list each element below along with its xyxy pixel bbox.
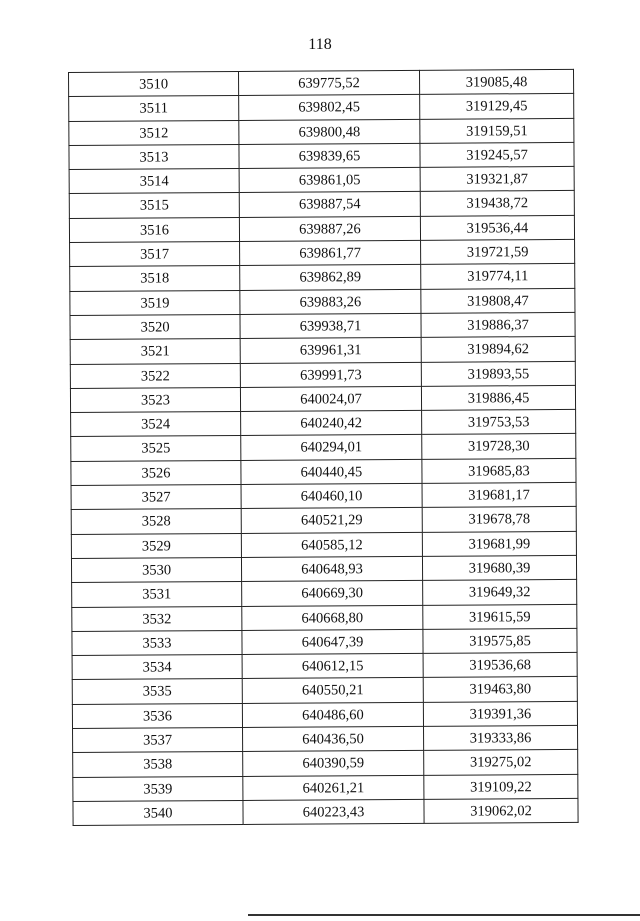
table-row xyxy=(70,312,575,339)
point-number-cell: 3518 xyxy=(70,266,240,291)
table-row xyxy=(73,798,578,825)
table-row xyxy=(70,385,575,412)
x-coordinate-cell: 639887,26 xyxy=(239,216,420,241)
y-coordinate-cell: 319159,51 xyxy=(420,118,574,143)
x-coordinate-cell: 640223,43 xyxy=(243,799,424,824)
y-coordinate-cell: 319062,02 xyxy=(424,798,578,823)
table-row xyxy=(71,507,576,534)
y-coordinate-cell: 319681,99 xyxy=(422,531,576,556)
x-coordinate-cell: 640024,07 xyxy=(240,386,421,411)
y-coordinate-cell: 319685,83 xyxy=(422,458,576,483)
point-number-cell: 3532 xyxy=(72,606,242,631)
point-number-cell: 3534 xyxy=(72,655,242,680)
x-coordinate-cell: 639991,73 xyxy=(240,362,421,387)
point-number-cell: 3516 xyxy=(69,217,239,242)
y-coordinate-cell: 319753,53 xyxy=(422,410,576,435)
y-coordinate-cell: 319391,36 xyxy=(423,701,577,726)
x-coordinate-cell: 639938,71 xyxy=(240,313,421,338)
point-number-cell: 3512 xyxy=(69,120,239,145)
table-row xyxy=(73,750,578,777)
x-coordinate-cell: 640612,15 xyxy=(242,653,423,678)
y-coordinate-cell: 319774,11 xyxy=(421,264,575,289)
point-number-cell: 3526 xyxy=(71,460,241,485)
y-coordinate-cell: 319333,86 xyxy=(424,725,578,750)
table-row xyxy=(69,69,574,96)
x-coordinate-cell: 639775,52 xyxy=(238,70,419,95)
x-coordinate-cell: 639839,65 xyxy=(239,143,420,168)
table-row xyxy=(71,531,576,558)
table-row xyxy=(69,142,574,169)
x-coordinate-cell: 639802,45 xyxy=(239,95,420,120)
table-row xyxy=(71,458,576,485)
table-row xyxy=(72,628,577,655)
x-coordinate-cell: 640669,30 xyxy=(242,581,423,606)
x-coordinate-cell: 640294,01 xyxy=(241,435,422,460)
x-coordinate-cell: 640550,21 xyxy=(242,678,423,703)
y-coordinate-cell: 319894,62 xyxy=(421,337,575,362)
table-row xyxy=(71,555,576,582)
point-number-cell: 3539 xyxy=(73,776,243,801)
table-row xyxy=(72,604,577,631)
point-number-cell: 3533 xyxy=(72,630,242,655)
y-coordinate-cell: 319615,59 xyxy=(423,604,577,629)
y-coordinate-cell: 319575,85 xyxy=(423,628,577,653)
point-number-cell: 3523 xyxy=(70,387,240,412)
x-coordinate-cell: 639883,26 xyxy=(240,289,421,314)
y-coordinate-cell: 319129,45 xyxy=(420,94,574,119)
x-coordinate-cell: 640460,10 xyxy=(241,483,422,508)
table-row xyxy=(70,264,575,291)
y-coordinate-cell: 319808,47 xyxy=(421,288,575,313)
table-row xyxy=(69,167,574,194)
x-coordinate-cell: 640240,42 xyxy=(241,411,422,436)
point-number-cell: 3519 xyxy=(70,290,240,315)
y-coordinate-cell: 319886,45 xyxy=(421,385,575,410)
y-coordinate-cell: 319536,44 xyxy=(420,215,574,240)
y-coordinate-cell: 319438,72 xyxy=(420,191,574,216)
x-coordinate-cell: 639800,48 xyxy=(239,119,420,144)
y-coordinate-cell: 319109,22 xyxy=(424,774,578,799)
table-row xyxy=(69,118,574,145)
point-number-cell: 3538 xyxy=(73,752,243,777)
point-number-cell: 3527 xyxy=(71,484,241,509)
point-number-cell: 3525 xyxy=(71,436,241,461)
point-number-cell: 3536 xyxy=(72,703,242,728)
x-coordinate-cell: 639887,54 xyxy=(239,192,420,217)
x-coordinate-cell: 640585,12 xyxy=(241,532,422,557)
x-coordinate-cell: 640648,93 xyxy=(241,556,422,581)
point-number-cell: 3517 xyxy=(70,242,240,267)
table-row xyxy=(71,410,576,437)
y-coordinate-cell: 319275,02 xyxy=(424,750,578,775)
point-number-cell: 3535 xyxy=(72,679,242,704)
x-coordinate-cell: 639961,31 xyxy=(240,338,421,363)
point-number-cell: 3531 xyxy=(72,582,242,607)
table-row xyxy=(69,215,574,242)
x-coordinate-cell: 639862,89 xyxy=(240,265,421,290)
table-row xyxy=(72,701,577,728)
point-number-cell: 3511 xyxy=(69,96,239,121)
point-number-cell: 3530 xyxy=(71,557,241,582)
point-number-cell: 3537 xyxy=(73,727,243,752)
point-number-cell: 3515 xyxy=(69,193,239,218)
table-row xyxy=(70,361,575,388)
table-row xyxy=(73,725,578,752)
table-row xyxy=(72,580,577,607)
y-coordinate-cell: 319536,68 xyxy=(423,653,577,678)
point-number-cell: 3528 xyxy=(71,509,241,534)
table-row xyxy=(72,677,577,704)
coordinates-table-body xyxy=(69,69,579,825)
y-coordinate-cell: 319680,39 xyxy=(422,555,576,580)
point-number-cell: 3529 xyxy=(71,533,241,558)
point-number-cell: 3520 xyxy=(70,314,240,339)
x-coordinate-cell: 640647,39 xyxy=(242,629,423,654)
point-number-cell: 3524 xyxy=(71,412,241,437)
point-number-cell: 3540 xyxy=(73,800,243,825)
x-coordinate-cell: 640521,29 xyxy=(241,508,422,533)
y-coordinate-cell: 319678,78 xyxy=(422,507,576,532)
page-number: 118 xyxy=(308,36,332,53)
point-number-cell: 3522 xyxy=(70,363,240,388)
y-coordinate-cell: 319245,57 xyxy=(420,142,574,167)
table-row xyxy=(70,337,575,364)
y-coordinate-cell: 319886,37 xyxy=(421,312,575,337)
x-coordinate-cell: 639861,05 xyxy=(239,168,420,193)
x-coordinate-cell: 640436,50 xyxy=(243,726,424,751)
y-coordinate-cell: 319728,30 xyxy=(422,434,576,459)
x-coordinate-cell: 640390,59 xyxy=(243,751,424,776)
y-coordinate-cell: 319681,17 xyxy=(422,482,576,507)
x-coordinate-cell: 639861,77 xyxy=(240,240,421,265)
point-number-cell: 3513 xyxy=(69,144,239,169)
table-row xyxy=(72,653,577,680)
x-coordinate-cell: 640668,80 xyxy=(242,605,423,630)
y-coordinate-cell: 319893,55 xyxy=(421,361,575,386)
y-coordinate-cell: 319649,32 xyxy=(423,580,577,605)
table-row xyxy=(73,774,578,801)
point-number-cell: 3521 xyxy=(70,339,240,364)
table-row xyxy=(69,191,574,218)
table-row xyxy=(69,94,574,121)
table-row xyxy=(71,482,576,509)
table-row xyxy=(71,434,576,461)
coordinates-table-container xyxy=(68,69,578,826)
point-number-cell: 3514 xyxy=(69,169,239,194)
table-row xyxy=(70,239,575,266)
y-coordinate-cell: 319085,48 xyxy=(419,69,573,94)
x-coordinate-cell: 640261,21 xyxy=(243,775,424,800)
y-coordinate-cell: 319463,80 xyxy=(423,677,577,702)
x-coordinate-cell: 640486,60 xyxy=(242,702,423,727)
coordinates-table xyxy=(68,69,579,826)
scan-edge-line xyxy=(248,914,640,916)
y-coordinate-cell: 319721,59 xyxy=(421,239,575,264)
point-number-cell: 3510 xyxy=(69,71,239,96)
y-coordinate-cell: 319321,87 xyxy=(420,167,574,192)
table-row xyxy=(70,288,575,315)
x-coordinate-cell: 640440,45 xyxy=(241,459,422,484)
